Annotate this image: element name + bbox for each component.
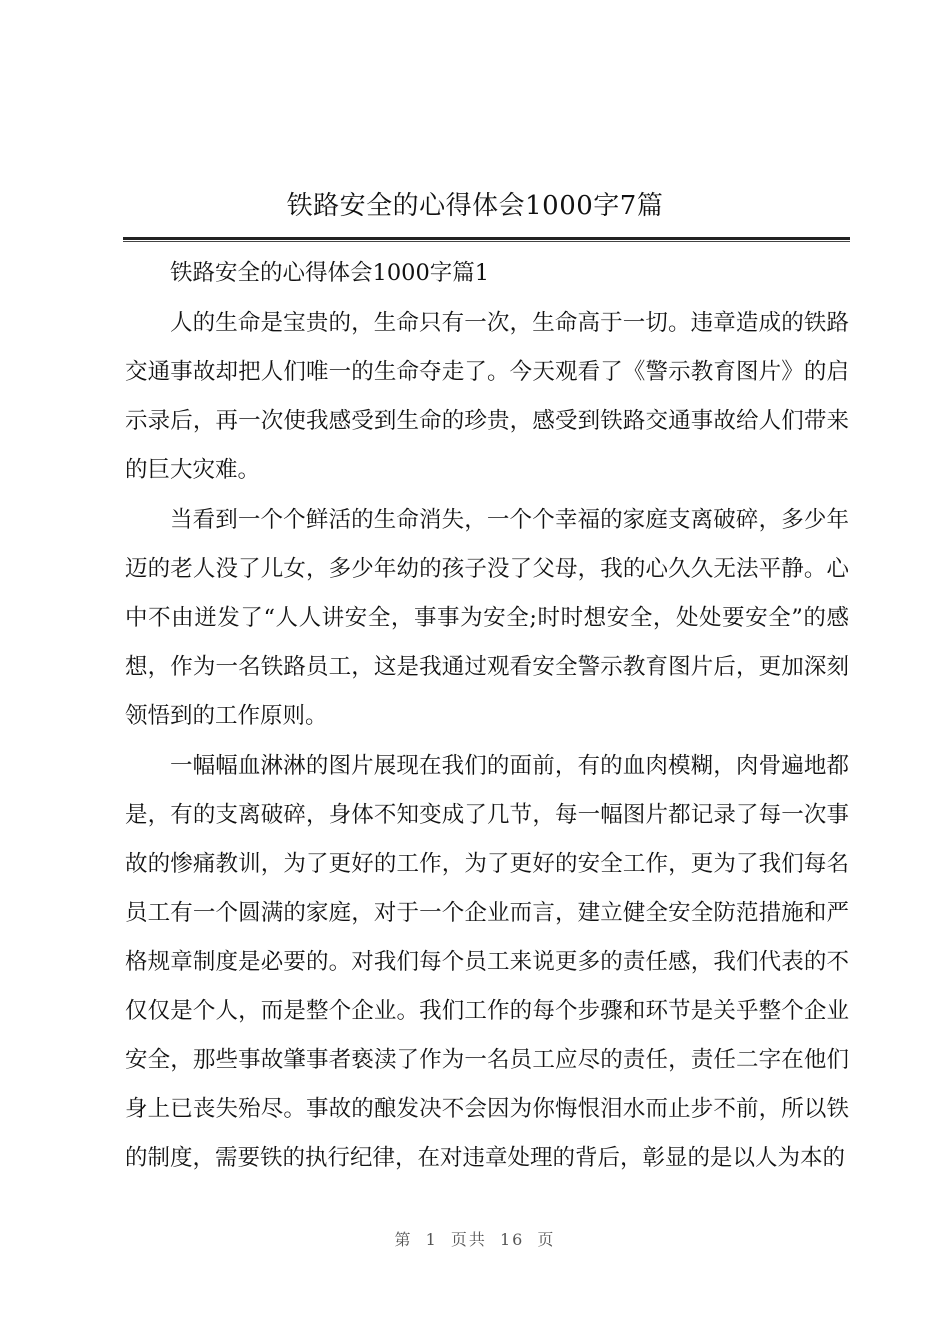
title-divider-thick-line — [123, 237, 850, 240]
paragraph-1: 人的生命是宝贵的，生命只有一次，生命高于一切。违章造成的铁路交通事故却把人们唯一的生命夺走了。今天观看了《警示教育图片》的启示录后，再一次使我感受到生命的珍贵，感受到铁路交通事故给人们带来的巨大灾难。 — [125, 310, 849, 483]
paragraph-2: 当看到一个个鲜活的生命消失，一个个幸福的家庭支离破碎，多少年迈的老人没了儿女，多少年幼的孩子没了父母，我的心久久无法平静。心中不由迸发了“人人讲安全，事事为安全;时时想安全，处处要安全”的感想，作为一名铁路员工，这是我通过观看安全警示教育图片后，更加深刻领悟到的工作原则。 — [125, 507, 849, 729]
document-title: 铁路安全的心得体会1000字7篇 — [286, 191, 664, 221]
title-divider-thin-line — [123, 241, 850, 242]
paragraph-3: 一幅幅血淋淋的图片展现在我们的面前，有的血肉模糊，肉骨遍地都是，有的支离破碎，身体不知变成了几节，每一幅图片都记录了每一次事故的惨痛教训，为了更好的工作，为了更好的安全工作，更为了我们每名员工有一个圆满的家庭，对于一个企业而言，建立健全安全防范措施和严格规章制度是必要的。对我们每个员工来说更多的责任感，我们代表的不仅仅是个人，而是整个企业。我们工作的每个步骤和环节是关乎整个企业安全，那些事故肇事者亵渎了作为一名员工应尽的责任，责任二字在他们身上已丧失殆尽。事故的酿发决不会因为你悔恨泪水而止步不前，所以铁的制度，需要铁的执行纪律，在对违章处理的背后，彰显的是以人为本的 — [125, 753, 849, 1171]
document-body — [125, 249, 849, 1184]
section-heading: 铁路安全的心得体会1000字篇1 — [170, 260, 490, 286]
page-footer: 第 1 页共 16 页 — [394, 1230, 556, 1249]
title-divider — [123, 237, 850, 242]
